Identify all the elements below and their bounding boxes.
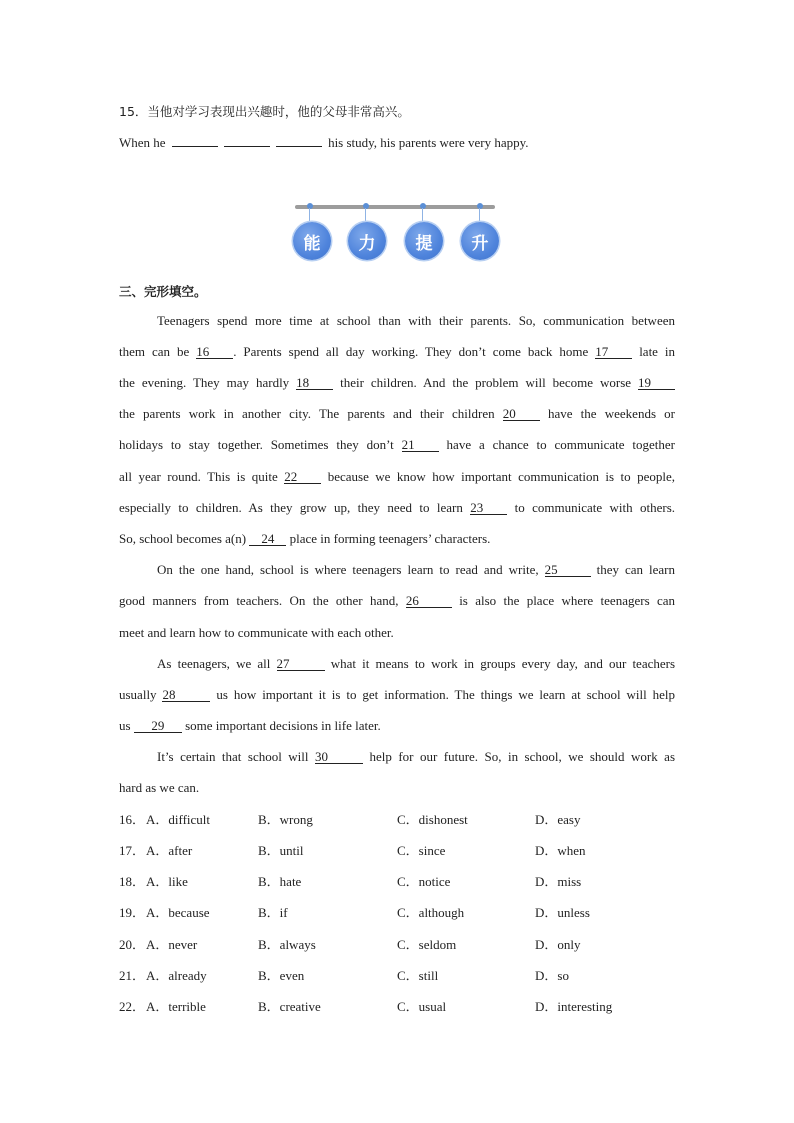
answer-blank-30[interactable]: 30	[315, 750, 363, 764]
answer-blank-18[interactable]: 18	[296, 376, 333, 390]
banner-stem	[309, 208, 310, 222]
option-c[interactable]: C．seldom	[397, 937, 457, 952]
q15-sentence-start: When he	[119, 135, 166, 150]
option-b[interactable]: B．hate	[258, 874, 302, 889]
passage-text: the parents work in another city. The parents and their children	[119, 406, 495, 421]
passage-line	[119, 375, 675, 391]
passage-text: because we know how important communication is to people,	[327, 469, 676, 484]
passage-line: meet and learn how to communicate with each other.	[119, 625, 394, 640]
passage-text: have a chance to communicate together	[446, 437, 676, 452]
option-b[interactable]: B．until	[258, 843, 304, 858]
passage-text: their children. And the problem will become worse	[340, 375, 632, 390]
option-number: 16．	[119, 812, 146, 827]
answer-blank-17[interactable]: 17	[595, 345, 632, 359]
option-d[interactable]: D．easy	[535, 812, 581, 827]
option-d[interactable]: D．unless	[535, 905, 590, 920]
passage-text: they can learn	[596, 562, 676, 577]
passage-line	[119, 593, 675, 609]
passage-text: So, school becomes a(n)	[119, 531, 247, 546]
banner-stem	[365, 208, 366, 222]
banner-peg-icon	[307, 203, 313, 209]
passage-line	[119, 406, 675, 422]
option-a[interactable]: A．difficult	[146, 812, 211, 827]
passage-line: hard as we can.	[119, 780, 200, 795]
passage-line	[119, 344, 675, 360]
passage-text: help for our future. So, in school, we should work as	[369, 749, 676, 764]
option-c[interactable]: C．although	[397, 905, 465, 920]
answer-blank-16[interactable]: 16	[196, 345, 233, 359]
q15-blank-3[interactable]	[276, 135, 322, 147]
option-number: 22．	[119, 999, 146, 1014]
passage-text: . Parents spend all day working. They don’t come back home	[233, 344, 589, 359]
answer-blank-22[interactable]: 22	[284, 470, 321, 484]
passage-line: Teenagers spend more time at school than with their parents. So, communication between	[157, 313, 675, 328]
passage-text: As teenagers, we all	[157, 656, 271, 671]
option-c[interactable]: C．notice	[397, 874, 451, 889]
option-c[interactable]: C．since	[397, 843, 446, 858]
banner-stem	[479, 208, 480, 222]
q15-blank-2[interactable]	[224, 135, 270, 147]
q15-chinese-prompt: 15．当他对学习表现出兴趣时，他的父母非常高兴。	[119, 104, 410, 119]
banner-char-circle: 提	[405, 222, 443, 260]
option-b[interactable]: B．even	[258, 968, 305, 983]
option-c[interactable]: C．still	[397, 968, 439, 983]
banner-char-circle: 力	[348, 222, 386, 260]
passage-line	[119, 687, 675, 703]
option-number: 17．	[119, 843, 146, 858]
banner-char-circle: 升	[461, 222, 499, 260]
banner-peg-icon	[420, 203, 426, 209]
option-b[interactable]: B．if	[258, 905, 288, 920]
passage-text: some important decisions in life later.	[185, 718, 381, 733]
passage-text: late in	[639, 344, 676, 359]
option-c[interactable]: C．usual	[397, 999, 447, 1014]
banner-peg-icon	[477, 203, 483, 209]
passage-text: It’s certain that school will	[157, 749, 309, 764]
answer-blank-29[interactable]: 29	[134, 719, 182, 733]
option-b[interactable]: B．wrong	[258, 812, 313, 827]
answer-blank-27[interactable]: 27	[277, 657, 325, 671]
answer-blank-25[interactable]: 25	[545, 563, 591, 577]
q15-sentence-end: his study, his parents were very happy.	[328, 135, 529, 150]
passage-text: good manners from teachers. On the other hand,	[119, 593, 399, 608]
passage-text: is also the place where teenagers can	[459, 593, 675, 608]
option-d[interactable]: D．so	[535, 968, 569, 983]
option-a[interactable]: A．because	[146, 905, 210, 920]
passage-line	[157, 656, 675, 672]
banner-stem	[422, 208, 423, 222]
q15-english-sentence	[119, 135, 675, 151]
option-number: 20．	[119, 937, 146, 952]
option-b[interactable]: B．creative	[258, 999, 321, 1014]
passage-text: them can be	[119, 344, 190, 359]
passage-text: holidays to stay together. Sometimes they don’t	[119, 437, 394, 452]
option-a[interactable]: A．after	[146, 843, 193, 858]
answer-blank-24[interactable]: 24	[249, 532, 286, 546]
passage-text: us	[119, 718, 131, 733]
ability-banner	[292, 200, 502, 262]
q15-blank-1[interactable]	[172, 135, 218, 147]
passage-line	[119, 531, 675, 547]
answer-blank-23[interactable]: 23	[470, 501, 507, 515]
option-number: 19．	[119, 905, 146, 920]
passage-text: place in forming teenagers’ characters.	[289, 531, 491, 546]
option-a[interactable]: A．like	[146, 874, 188, 889]
option-d[interactable]: D．interesting	[535, 999, 613, 1014]
option-c[interactable]: C．dishonest	[397, 812, 468, 827]
passage-line	[119, 718, 675, 734]
option-number: 21．	[119, 968, 146, 983]
passage-text: to communicate with others.	[514, 500, 676, 515]
option-a[interactable]: A．already	[146, 968, 207, 983]
answer-blank-21[interactable]: 21	[402, 438, 439, 452]
banner-char-circle: 能	[293, 222, 331, 260]
banner-peg-icon	[363, 203, 369, 209]
passage-text: us how important it is to get information. The things we learn at school will help	[216, 687, 675, 702]
answer-blank-28[interactable]: 28	[162, 688, 210, 702]
option-number: 18．	[119, 874, 146, 889]
passage-text: usually	[119, 687, 157, 702]
answer-blank-19[interactable]: 19	[638, 376, 675, 390]
passage-text: what it means to work in groups every day, and our teachers	[330, 656, 676, 671]
answer-blank-26[interactable]: 26	[406, 594, 452, 608]
passage-line	[119, 469, 675, 485]
passage-text: On the one hand, school is where teenagers learn to read and write,	[157, 562, 539, 577]
option-d[interactable]: D．only	[535, 937, 581, 952]
option-b[interactable]: B．always	[258, 937, 316, 952]
passage-text: all year round. This is quite	[119, 469, 278, 484]
section-heading: 三、完形填空。	[119, 284, 207, 299]
passage-line	[157, 562, 675, 578]
banner-bar	[295, 205, 495, 209]
answer-blank-20[interactable]: 20	[503, 407, 540, 421]
option-d[interactable]: D．when	[535, 843, 586, 858]
passage-line	[119, 437, 675, 453]
option-a[interactable]: A．never	[146, 937, 198, 952]
passage-text: have the weekends or	[547, 406, 676, 421]
option-a[interactable]: A．terrible	[146, 999, 206, 1014]
passage-text: especially to children. As they grow up, they need to learn	[119, 500, 463, 515]
passage-line	[119, 500, 675, 516]
passage-text: the evening. They may hardly	[119, 375, 290, 390]
passage-line	[157, 749, 675, 765]
option-d[interactable]: D．miss	[535, 874, 582, 889]
